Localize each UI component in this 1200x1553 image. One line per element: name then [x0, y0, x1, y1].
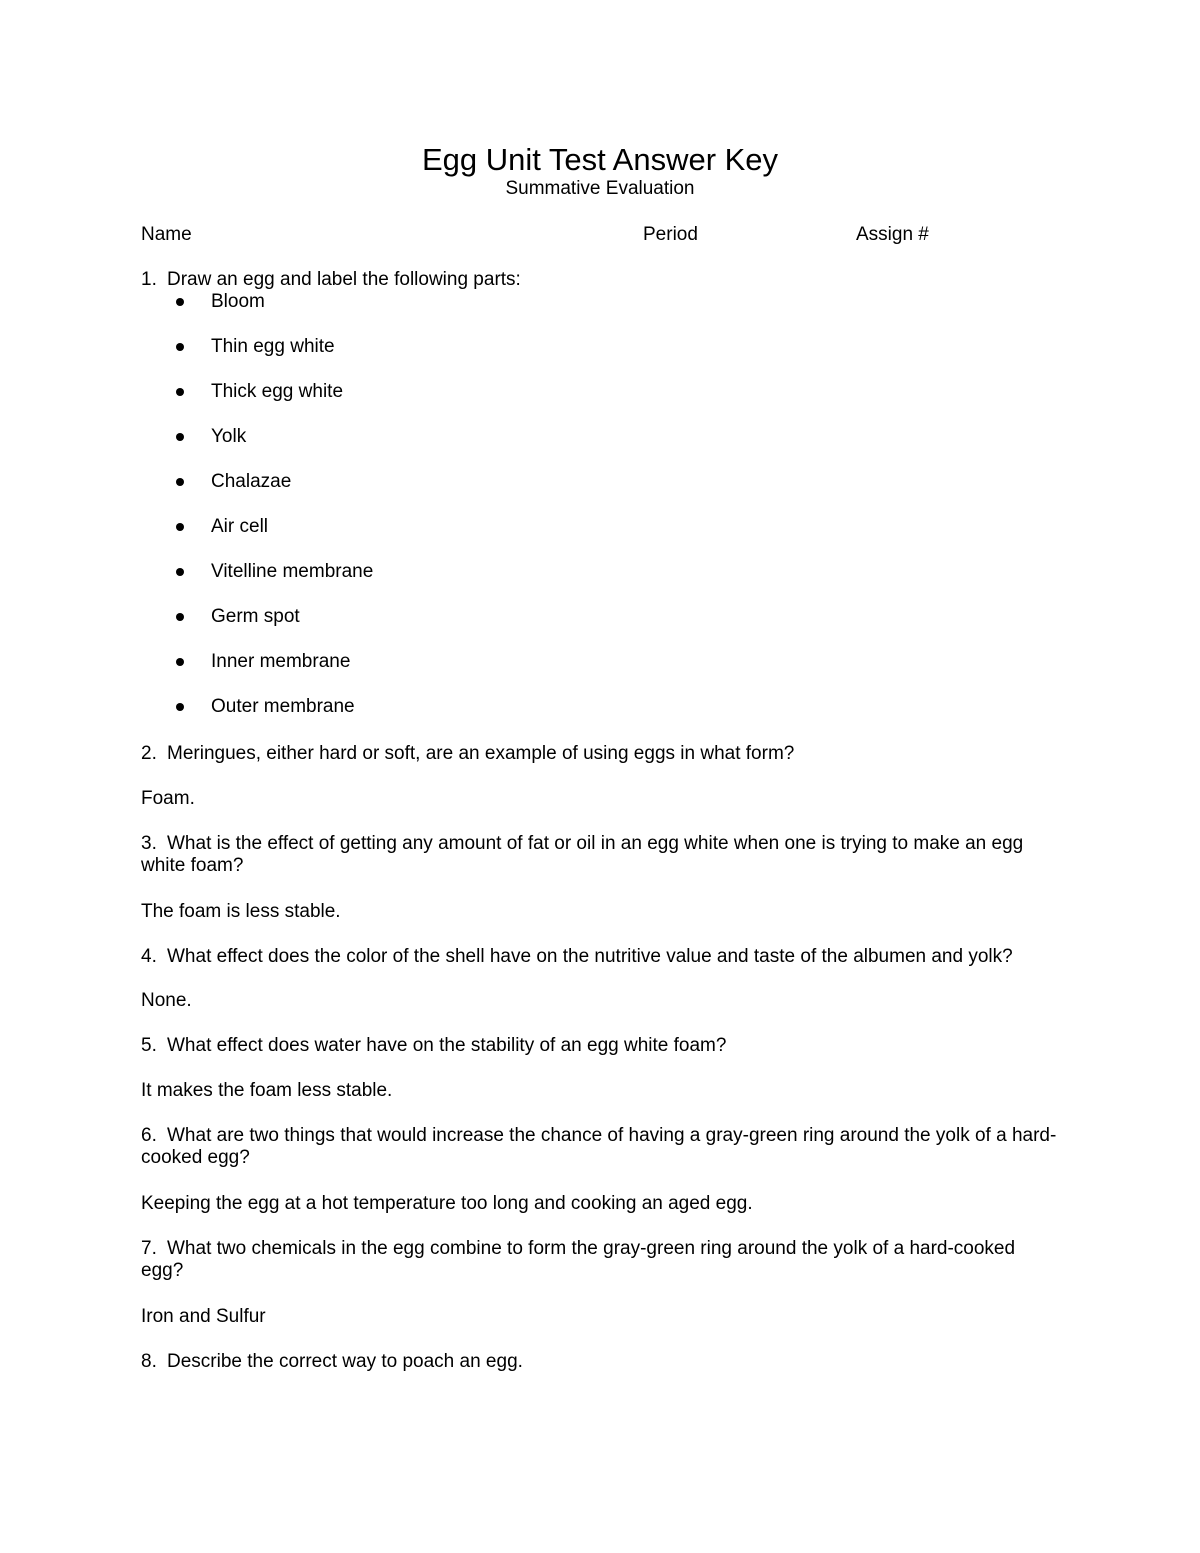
question-number: 2. [141, 743, 157, 764]
question-7 [141, 1238, 1061, 1282]
bullet-icon [176, 388, 184, 396]
question-number: 8. [141, 1351, 157, 1372]
list-item: Germ spot [211, 606, 300, 627]
question-text: What is the effect of getting any amount of fat or oil in an egg white when one is trying to make an egg white foam? [141, 833, 1024, 876]
bullet-icon [176, 568, 184, 576]
list-item: Air cell [211, 516, 269, 537]
bullet-icon [176, 298, 184, 306]
document-subtitle: Summative Evaluation [505, 178, 695, 199]
list-item: Vitelline membrane [211, 561, 374, 582]
bullet-icon [176, 343, 184, 351]
bullet-icon [176, 658, 184, 666]
bullet-icon [176, 478, 184, 486]
document-title: Egg Unit Test Answer Key [421, 142, 779, 177]
bullet-icon [176, 613, 184, 621]
answer-5: It makes the foam less stable. [141, 1080, 393, 1101]
question-number: 7. [141, 1238, 157, 1259]
answer-6: Keeping the egg at a hot temperature too long and cooking an aged egg. [141, 1193, 753, 1214]
question-text: Meringues, either hard or soft, are an example of using eggs in what form? [167, 743, 795, 764]
question-text: Describe the correct way to poach an egg. [167, 1351, 523, 1372]
question-text: What two chemicals in the egg combine to form the gray-green ring around the yolk of a hard-cooked egg? [141, 1238, 1016, 1281]
question-2 [141, 743, 794, 765]
answer-4: None. [141, 990, 192, 1011]
question-text: What effect does water have on the stability of an egg white foam? [167, 1035, 727, 1056]
answer-2: Foam. [141, 788, 195, 809]
list-item: Thin egg white [211, 336, 335, 357]
bullet-icon [176, 703, 184, 711]
list-item: Yolk [211, 426, 247, 447]
bullet-icon [176, 523, 184, 531]
assign-field-label: Assign # [856, 224, 929, 245]
question-text: What are two things that would increase the chance of having a gray-green ring around the yolk of a hard-cooked egg? [141, 1125, 1057, 1168]
question-6 [141, 1125, 1061, 1169]
question-number: 3. [141, 833, 157, 854]
answer-7: Iron and Sulfur [141, 1306, 266, 1327]
question-8 [141, 1351, 523, 1373]
list-item: Inner membrane [211, 651, 351, 672]
list-item: Outer membrane [211, 696, 355, 717]
period-field-label: Period [643, 224, 698, 245]
answer-3: The foam is less stable. [141, 901, 341, 922]
list-item: Chalazae [211, 471, 292, 492]
question-5 [141, 1035, 726, 1057]
bullet-icon [176, 433, 184, 441]
question-text: Draw an egg and label the following parts: [167, 269, 521, 290]
question-number: 4. [141, 946, 157, 967]
question-1 [141, 269, 521, 291]
question-text: What effect does the color of the shell have on the nutritive value and taste of the albumen and yolk? [167, 946, 1013, 967]
question-number: 1. [141, 269, 157, 290]
list-item: Bloom [211, 291, 265, 312]
question-number: 5. [141, 1035, 157, 1056]
question-number: 6. [141, 1125, 157, 1146]
question-3 [141, 833, 1061, 877]
name-field-label: Name [141, 224, 192, 245]
list-item: Thick egg white [211, 381, 344, 402]
question-4 [141, 946, 1013, 968]
